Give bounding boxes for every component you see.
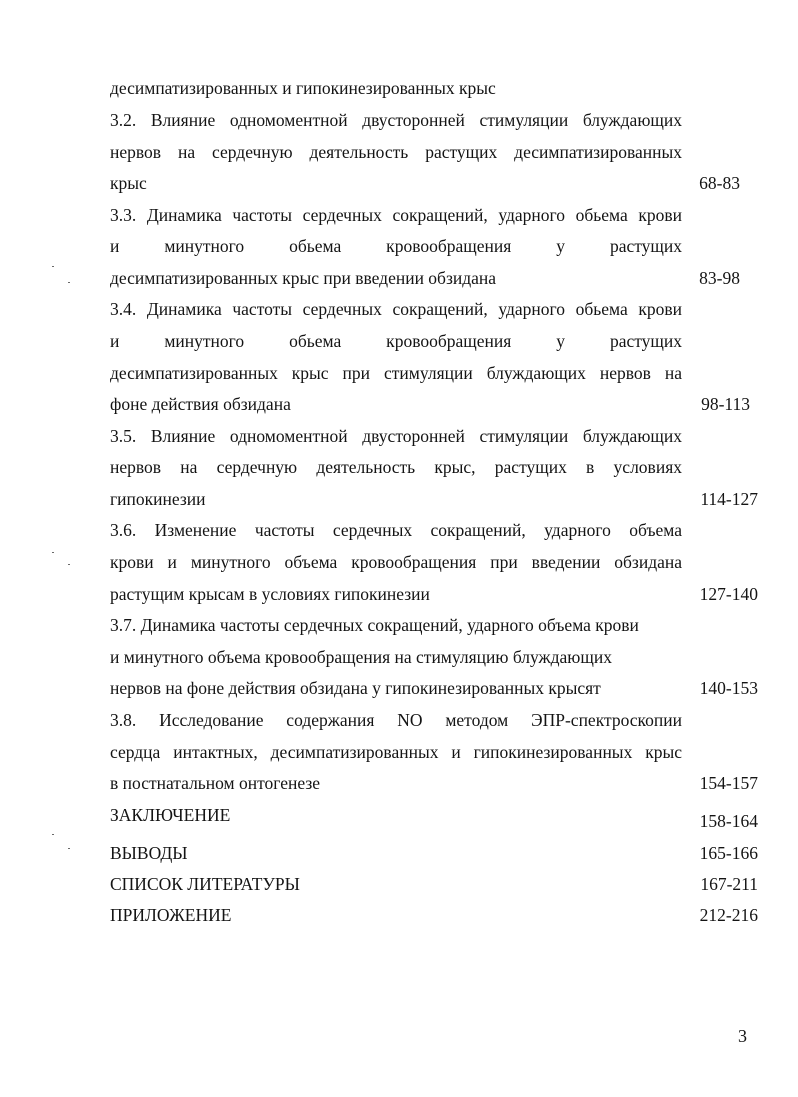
toc-entry-3-6-line-3: растущим крысам в условиях гипокинезии	[110, 584, 430, 604]
scan-speck	[68, 282, 70, 283]
toc-entry-3-4-line-3: десимпатизированных крыс при стимуляции блуждающих нервов на	[110, 363, 682, 383]
scan-speck	[68, 564, 70, 565]
toc-entry-3-5-line-3: гипокинезии	[110, 489, 206, 509]
toc-entry-3-2-pages: 68-83	[699, 173, 740, 193]
toc-entry-3-5-pages: 114-127	[700, 489, 758, 509]
toc-entry-3-8-line-1: 3.8. Исследование содержания NO методом ЭПР-спектроскопии	[110, 710, 682, 730]
toc-entry-3-7-line-1: 3.7. Динамика частоты сердечных сокращений, ударного объема крови	[110, 615, 639, 635]
toc-continuation-line: десимпатизированных и гипокинезированных крыс	[110, 78, 496, 98]
toc-entry-3-3-line-3: десимпатизированных крыс при введении обзидана	[110, 268, 497, 288]
toc-section-pages: 167-211	[700, 874, 758, 894]
toc-entry-3-7-line-3: нервов на фоне действия обзидана у гипокинезированных крысят	[110, 678, 601, 698]
scan-speck	[52, 834, 54, 835]
toc-section-pages: 158-164	[699, 811, 758, 831]
toc-entry-3-5-line-1: 3.5. Влияние одномоментной двусторонней стимуляции блуждающих	[110, 426, 682, 446]
toc-entry-3-6-pages: 127-140	[699, 584, 758, 604]
toc-entry-3-4-pages: 98-113	[701, 394, 750, 414]
toc-entry-3-2-line-1: 3.2. Влияние одномоментной двусторонней стимуляции блуждающих	[110, 110, 682, 130]
scan-speck	[52, 552, 54, 553]
scan-speck	[52, 266, 54, 267]
toc-entry-3-5-line-2: нервов на сердечную деятельность крыс, растущих в условиях	[110, 457, 682, 477]
toc-section-title: СПИСОК ЛИТЕРАТУРЫ	[110, 874, 300, 894]
toc-entry-3-4-line-2: и минутного обьема кровообращения у растущих	[110, 331, 682, 351]
toc-entry-3-7-line-2: и минутного объема кровообращения на стимуляцию блуждающих	[110, 647, 612, 667]
toc-entry-3-4-line-4: фоне действия обзидана	[110, 394, 291, 414]
toc-entry-3-4-line-1: 3.4. Динамика частоты сердечных сокращений, ударного обьема крови	[110, 299, 682, 319]
toc-section-title: ЗАКЛЮЧЕНИЕ	[110, 805, 231, 825]
toc-section-pages: 212-216	[699, 905, 758, 925]
toc-entry-3-3-line-1: 3.3. Динамика частоты сердечных сокращений, ударного обьема крови	[110, 205, 682, 225]
page-number: 3	[738, 1026, 747, 1046]
toc-entry-3-8-pages: 154-157	[699, 773, 758, 793]
toc-entry-3-6-line-1: 3.6. Изменение частоты сердечных сокращений, ударного объема	[110, 520, 682, 540]
toc-entry-3-2-line-2: нервов на сердечную деятельность растущих десимпатизированных	[110, 142, 682, 162]
toc-entry-3-8-line-3: в постнатальном онтогенезе	[110, 773, 321, 793]
toc-entry-3-3-pages: 83-98	[699, 268, 740, 288]
toc-section-title: ПРИЛОЖЕНИЕ	[110, 905, 232, 925]
toc-entry-3-7-pages: 140-153	[699, 678, 758, 698]
toc-entry-3-2-line-3: крыс	[110, 173, 147, 193]
toc-section-pages: 165-166	[699, 843, 758, 863]
toc-entry-3-8-line-2: сердца интактных, десимпатизированных и гипокинезированных крыс	[110, 742, 682, 762]
toc-entry-3-3-line-2: и минутного обьема кровообращения у растущих	[110, 236, 682, 256]
scan-speck	[68, 848, 70, 849]
toc-section-title: ВЫВОДЫ	[110, 843, 188, 863]
toc-entry-3-6-line-2: крови и минутного объема кровообращения при введении обзидана	[110, 552, 682, 572]
